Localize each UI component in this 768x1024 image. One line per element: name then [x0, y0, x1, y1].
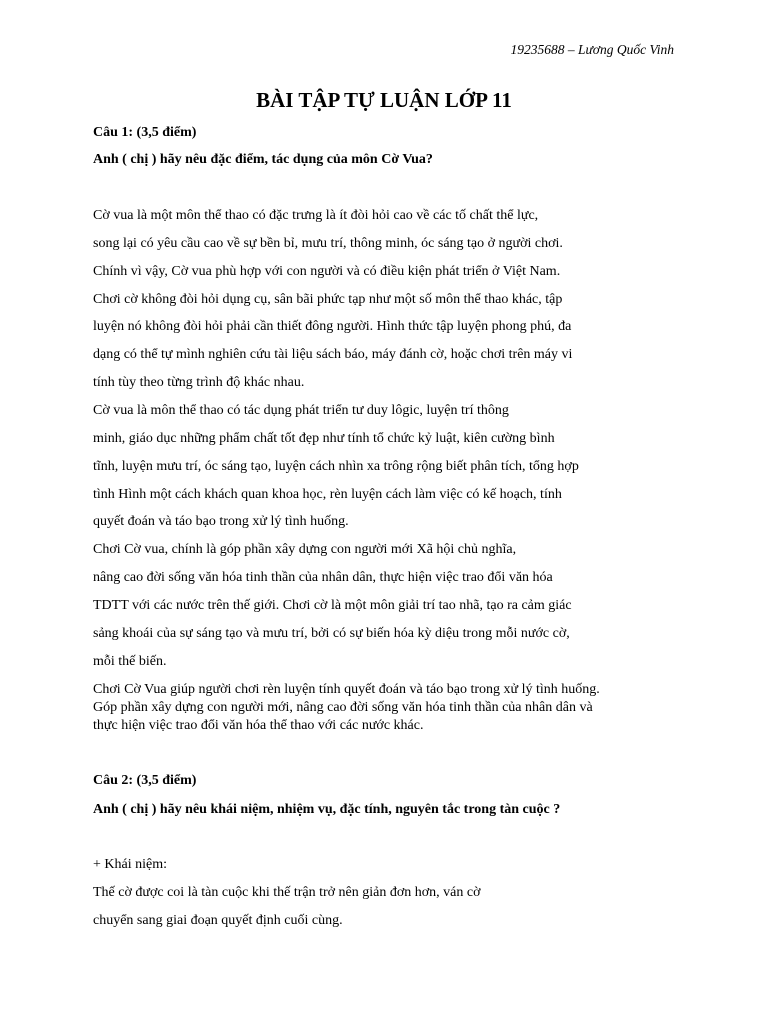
answer-1-summary-line: Chơi Cờ Vua giúp người chơi rèn luyện tính quyết đoán và táo bạo trong xử lý tình huống. [93, 682, 600, 697]
answer-1-line: sảng khoái của sự sáng tạo và mưu trí, bởi có sự biến hóa kỳ diệu trong mỗi nước cờ, [93, 626, 570, 641]
answer-1-line: song lại có yêu cầu cao về sự bền bỉ, mưu trí, thông minh, óc sáng tạo ở người chơi. [93, 236, 563, 251]
author-header: 19235688 – Lương Quốc Vinh [510, 42, 674, 57]
question-2-text: Anh ( chị ) hãy nêu khái niệm, nhiệm vụ, đặc tính, nguyên tắc trong tàn cuộc ? [93, 802, 561, 817]
answer-1-line: dạng có thể tự mình nghiên cứu tài liệu sách báo, máy đánh cờ, hoặc chơi trên máy vi [93, 347, 573, 362]
answer-1-line: Chơi cờ không đòi hỏi dụng cụ, sân bãi phức tạp như một số môn thể thao khác, tập [93, 292, 563, 307]
question-1-text: Anh ( chị ) hãy nêu đặc điểm, tác dụng của môn Cờ Vua? [93, 152, 433, 167]
answer-1-summary-line: Góp phần xây dựng con người mới, nâng cao đời sống văn hóa tinh thần của nhân dân và [93, 700, 593, 715]
answer-1-line: minh, giáo dục những phẩm chất tốt đẹp như tính tổ chức kỷ luật, kiên cường bình [93, 431, 555, 446]
answer-1-line: mỗi thế biến. [93, 654, 167, 669]
page-title: BÀI TẬP TỰ LUẬN LỚP 11 [256, 88, 512, 112]
answer-1-line: tĩnh, luyện mưu trí, óc sáng tạo, luyện cách nhìn xa trông rộng biết phân tích, tổng hợp [93, 459, 579, 474]
answer-1-line: quyết đoán và táo bạo trong xử lý tình huống. [93, 514, 349, 529]
answer-1-line: luyện nó không đòi hỏi phải cần thiết đông người. Hình thức tập luyện phong phú, đa [93, 319, 572, 334]
answer-1-line: tính tùy theo từng trình độ khác nhau. [93, 375, 305, 390]
question-2-label: Câu 2: (3,5 điểm) [93, 773, 197, 788]
answer-1-line: TDTT với các nước trên thế giới. Chơi cờ là một môn giải trí tao nhã, tạo ra cảm giác [93, 598, 572, 613]
answer-2-line: chuyển sang giai đoạn quyết định cuối cùng. [93, 913, 343, 928]
answer-1-line: nâng cao đời sống văn hóa tinh thần của nhân dân, thực hiện việc trao đổi văn hóa [93, 570, 553, 585]
answer-1-summary-line: thực hiện việc trao đổi văn hóa thể thao với các nước khác. [93, 718, 424, 733]
answer-2-line: Thế cờ được coi là tàn cuộc khi thế trận trở nên giản đơn hơn, ván cờ [93, 885, 481, 900]
answer-1-line: Chính vì vậy, Cờ vua phù hợp với con người và có điều kiện phát triển ở Việt Nam. [93, 264, 561, 279]
answer-2-subheading: + Khái niệm: [93, 857, 167, 872]
answer-1-line: Cờ vua là môn thể thao có tác dụng phát triển tư duy lôgic, luyện trí thông [93, 403, 509, 418]
answer-1-line: tình Hình một cách khách quan khoa học, rèn luyện cách làm việc có kế hoạch, tính [93, 487, 562, 502]
question-1-label: Câu 1: (3,5 điểm) [93, 125, 197, 140]
answer-1-line: Cờ vua là một môn thể thao có đặc trưng là ít đòi hỏi cao về các tố chất thể lực, [93, 208, 539, 223]
answer-1-line: Chơi Cờ vua, chính là góp phần xây dựng con người mới Xã hội chủ nghĩa, [93, 542, 517, 557]
